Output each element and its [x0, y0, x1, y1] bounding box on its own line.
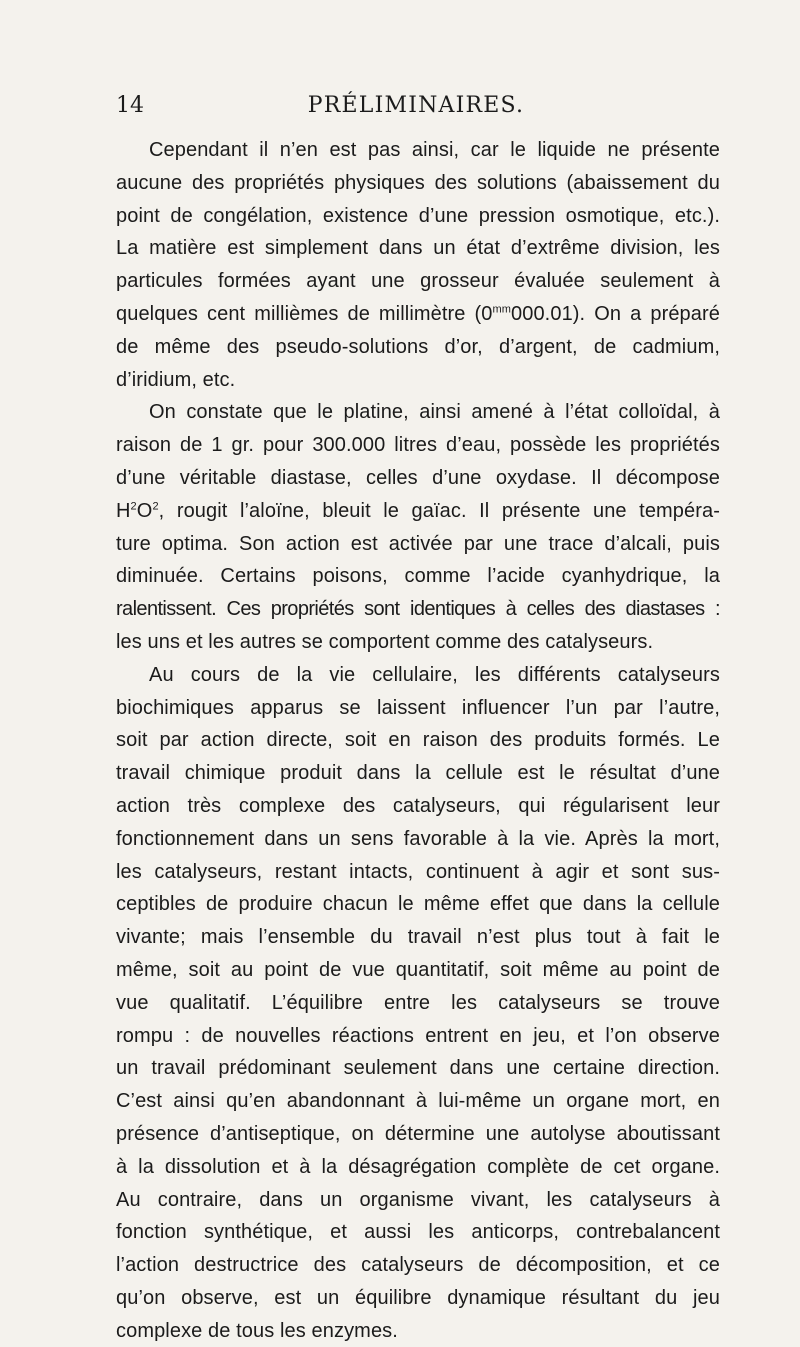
text-line: ralentissent. Ces propriétés sont identiques à celles des diastases :	[116, 598, 720, 621]
text-line: C’est ainsi qu’en abandonnant à lui-même un organe mort, en	[116, 1090, 720, 1113]
text-line: Cependant il n’en est pas ainsi, car le liquide ne présente	[149, 139, 720, 161]
formula-part: O	[136, 499, 153, 522]
page-header	[116, 86, 716, 126]
text-line: d’une véritable diastase, celles d’une oxydase. Il décompose	[116, 466, 720, 489]
text-line: fonction synthétique, et aussi les anticorps, contrebalancent	[116, 1221, 720, 1244]
text-line: aucune des propriétés physiques des solutions (abaissement du	[116, 171, 720, 194]
text-line: l’action destructrice des catalyseurs de décomposition, et ce	[116, 1254, 720, 1277]
text-line: présence d’antiseptique, on détermine une autolyse aboutissant	[116, 1122, 720, 1145]
text-line: Au cours de la vie cellulaire, les différents catalyseurs	[149, 663, 720, 686]
formula-part: H	[116, 499, 131, 522]
text-line: travail chimique produit dans la cellule est le résultat d’une	[116, 762, 720, 785]
superscript: 2	[152, 500, 159, 513]
superscript: mm	[492, 303, 512, 316]
text-line: même, soit au point de vue quantitatif, soit même au point de	[116, 958, 720, 981]
text-line: qu’on observe, est un équilibre dynamique résultant du jeu	[116, 1286, 720, 1309]
text-line: Au contraire, dans un organisme vivant, les catalyseurs à	[116, 1188, 720, 1211]
page-number: 14	[116, 93, 144, 118]
text-line: vivante; mais l’ensemble du travail n’est plus tout à fait le	[116, 926, 720, 949]
body-text	[116, 134, 720, 1347]
superscript: 2	[130, 500, 137, 513]
text-line: ture optima. Son action est activée par une trace d’alcali, puis	[116, 532, 720, 555]
text-line: La matière est simplement dans un état d’extrême division, les	[116, 237, 720, 260]
text-line: point de congélation, existence d’une pression osmotique, etc.).	[116, 204, 720, 227]
text-line: les uns et les autres se comportent comme des catalyseurs.	[116, 630, 654, 653]
text-line: particules formées ayant une grosseur évaluée seulement à	[116, 270, 720, 293]
text-line: raison de 1 gr. pour 300.000 litres d’eau, possède les propriétés	[116, 434, 720, 457]
text-line: complexe de tous les enzymes.	[116, 1319, 398, 1342]
text-line: On constate que le platine, ainsi amené à l’état colloïdal, à	[149, 401, 720, 424]
text-segment: quelques cent millièmes de millimètre (0	[116, 302, 493, 325]
running-title: PRÉLIMINAIRES.	[307, 93, 525, 118]
text-line: de même des pseudo-solutions d’or, d’argent, de cadmium,	[116, 335, 720, 358]
text-line: vue qualitatif. L’équilibre entre les catalyseurs se trouve	[116, 991, 720, 1014]
text-line: biochimiques apparus se laissent influencer l’un par l’autre,	[116, 696, 720, 719]
text-line: d’iridium, etc.	[116, 368, 236, 391]
text-line: un travail prédominant seulement dans une certaine direction.	[116, 1057, 720, 1080]
text-line: rompu : de nouvelles réactions entrent en jeu, et l’on observe	[116, 1024, 720, 1047]
text-line: les catalyseurs, restant intacts, continuent à agir et sont sus-	[116, 860, 720, 883]
text-segment: 000.01). On a préparé	[511, 302, 720, 325]
text-line: action très complexe des catalyseurs, qui régularisent leur	[116, 794, 720, 817]
text-line: fonctionnement dans un sens favorable à la vie. Après la mort,	[116, 827, 720, 850]
text-line: à la dissolution et à la désagrégation complète de cet organe.	[116, 1155, 720, 1178]
text-line-with-formula	[116, 495, 720, 528]
text-line: soit par action directe, soit en raison des produits formés. Le	[116, 729, 720, 752]
text-line-with-superscript	[116, 298, 720, 331]
text-line: diminuée. Certains poisons, comme l’acide cyanhydrique, la	[116, 565, 720, 588]
text-line: ceptibles de produire chacun le même effet que dans la cellule	[116, 893, 720, 916]
text-segment: , rougit l’aloïne, bleuit le gaïac. Il présente une tempéra-	[158, 499, 720, 522]
